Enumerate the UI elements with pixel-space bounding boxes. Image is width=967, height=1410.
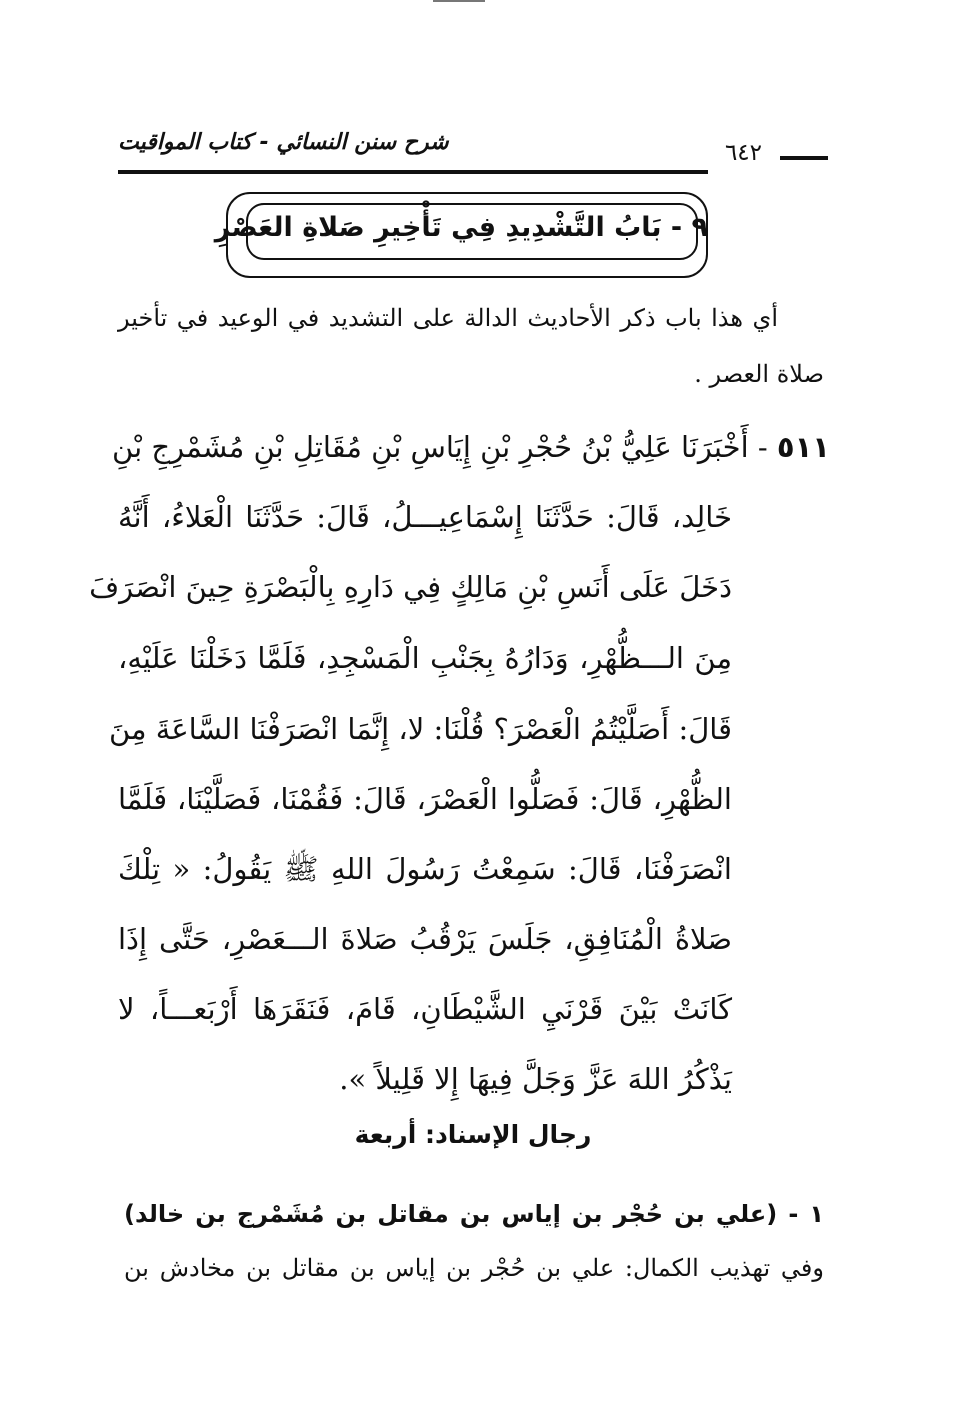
chapter-title: ٩ - بَابُ التَّشْدِيدِ فِي تَأْخِيرِ صَلاةِ العَصْرِ — [214, 212, 708, 243]
top-edge-mark — [433, 0, 485, 2]
hadith-line-2: خَالِد، قَالَ: حَدَّثَنَا إِسْمَاعِيـــلُ، قَالَ: حَدَّثَنَا الْعَلاءُ، أَنَّهُ — [118, 500, 732, 534]
hadith-first-line-text: - أَخْبَرَنَا عَلِيُّ بْنُ حُجْرِ بْنِ إِيَاسِ بْنِ مُقَاتِلِ بْنِ مُشَمْرِجِ بْنِ — [112, 430, 777, 464]
hadith-line-9: كَانَتْ بَيْنَ قَرْنَيِ الشَّيْطَانِ، قَامَ، فَنَقَرَهَا أَرْبَعـــاً، لا — [118, 992, 732, 1026]
hadith-number: ٥١١ — [776, 430, 830, 464]
intro-line-2: صلاة العصر . — [694, 360, 824, 388]
hadith-line-4: مِنَ الـــظُّهْرِ، وَدَارُهُ بِجَنْبِ الْمَسْجِدِ، فَلَمَّا دَخَلْنَا عَلَيْهِ، — [118, 641, 732, 675]
rijal-heading: رجال الإسناد: أربعة — [354, 1120, 592, 1149]
running-title: شرح سنن النسائي - كتاب المواقيت — [118, 130, 449, 155]
hadith-line-6: الظُّهْرِ، قَالَ: فَصَلُّوا الْعَصْرَ، قَالَ: فَقُمْنَا، فَصَلَّيْنَا، فَلَمَّا — [118, 782, 732, 816]
tahdhib-line: وفي تهذيب الكمال: علي بن حُجْر بن إياس بن مقاتل بن مخادش بن — [124, 1254, 824, 1282]
intro-line-1: أي هذا باب ذكر الأحاديث الدالة على التشديد في الوعيد في تأخير — [118, 304, 778, 332]
page-number: ٦٤٢ — [724, 140, 762, 166]
hadith-line-8: صَلاةُ الْمُنَافِقِ، جَلَسَ يَرْقُبُ صَلاةَ الـــعَصْرِ، حَتَّى إِذَا — [118, 922, 732, 956]
hadith-line-3: دَخَلَ عَلَى أَنَسِ بْنِ مَالِكٍ فِي دَارِهِ بِالْبَصْرَةِ حِينَ انْصَرَفَ — [89, 570, 732, 604]
narrator-1-title: ١ - (علي بن حُجْر بن إياس بن مقاتل بن مُشَمْرج بن خالد) — [124, 1200, 824, 1228]
header-rule — [118, 170, 708, 174]
page-number-dash — [780, 156, 828, 160]
hadith-line-5: قَالَ: أَصَلَّيْتُمُ الْعَصْرَ؟ قُلْنَا: لا، إِنَّمَا انْصَرَفْنَا السَّاعَةَ مِنَ — [108, 712, 732, 746]
running-header — [118, 130, 828, 174]
hadith-line-7: انْصَرَفْنَا، قَالَ: سَمِعْتُ رَسُولَ اللهِ ﷺ يَقُولُ: « تِلْكَ — [118, 852, 732, 886]
hadith-first-line — [112, 430, 830, 464]
hadith-line-10: يَذْكُرُ اللهَ عَزَّ وَجَلَّ فِيهَا إِلا قَلِيلاً ». — [339, 1062, 732, 1096]
